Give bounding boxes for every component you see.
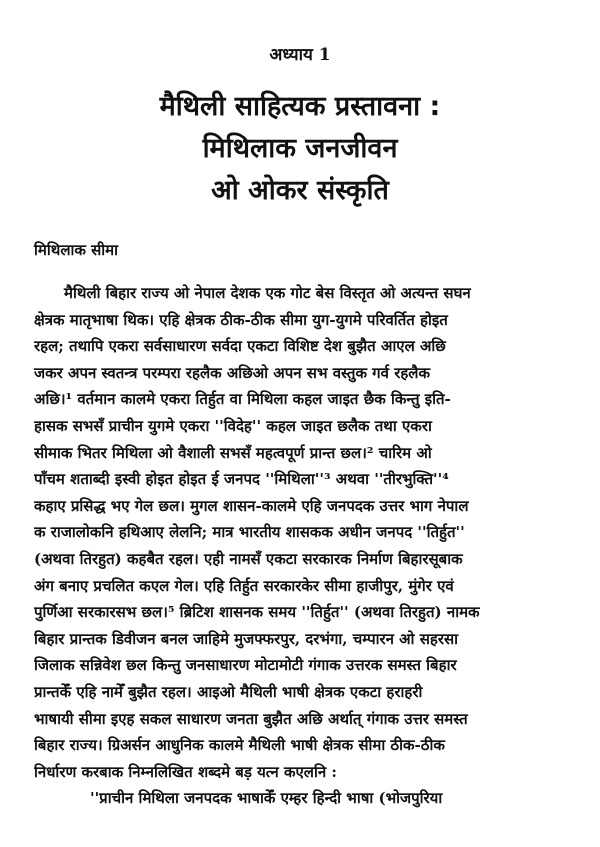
paragraph-line: प्रान्तकेँ एहि नामेँ बुझैत रहल। आइओ मैथिली भाषी क्षेत्रक एकटा हराहरी [34,682,423,701]
title-line: मिथिलाक जनजीवन [202,133,398,164]
body-paragraph [34,280,566,812]
paragraph-line: पुर्णिआ सरकारसभ छल।⁵ ब्रिटिश शासनक समय ''तिर्हुत'' (अथवा तिरहुत) नामक [34,603,480,622]
paragraph-line: क्षेत्रक मातृभाषा थिक। एहि क्षेत्रक ठीक-ठीक सीमा युग-युगमे परिवर्तित होइत [34,310,448,329]
paragraph-line: अछि।¹ वर्तमान कालमे एकरा तिर्हुत वा मिथिला कहल जाइत छैक किन्तु इति- [34,390,451,409]
paragraph-line: कहाए प्रसिद्ध भए गेल छल। मुगल शासन-कालमे एहि जनपदक उत्तर भाग नेपाल [34,496,469,515]
paragraph-line: हासक सभसँ प्राचीन युगमे एकरा ''विदेह'' कहल जाइत छलैक तथा एकरा [34,416,432,435]
paragraph-line: निर्धारण करबाक निम्नलिखित शब्दमे बड़ यत्न कएलनि : [34,762,337,781]
chapter-title [0,86,600,212]
paragraph-line: रहल; तथापि एकरा सर्वसाधारण सर्वदा एकटा विशिष्ट देश बुझैत आएल अछि [34,337,446,356]
paragraph-line: भाषायी सीमा इएह सकल साधारण जनता बुझैत अछि अर्थात् गंगाक उत्तर समस्त [34,709,468,728]
paragraph-line: मैथिली बिहार राज्य ओ नेपाल देशक एक गोट बेस विस्तृत ओ अत्यन्त सघन [64,284,471,302]
section-heading: मिथिलाक सीमा [34,241,119,259]
paragraph-line: क राजालोकनि हथिआए लेलनि; मात्र भारतीय शासकक अधीन जनपद ''तिर्हुत'' [34,523,465,542]
title-line: ओ ओकर संस्कृति [211,175,389,206]
quote-line: ''प्राचीन मिथिला जनपदक भाषाकेँ एम्हर हिन्दी भाषा (भोजपुरिया [90,789,443,808]
paragraph-line: बिहार राज्य। ग्रिअर्सन आधुनिक कालमे मैथिली भाषी क्षेत्रक सीमा ठीक-ठीक [34,736,445,755]
paragraph-line: पाँचम शताब्दी इस्वी होइत होइत ई जनपद ''मिथिला''³ अथवा ''तीरभुक्ति''⁴ [34,470,449,489]
paragraph-line: सीमाक भितर मिथिला ओ वैशाली सभसँ महत्वपूर्ण प्रान्त छल।² चारिम ओ [34,443,432,462]
chapter-label: अध्याय 1 [269,45,331,65]
paragraph-line: (अथवा तिरहुत) कहबैत रहल। एही नामसँ एकटा सरकारक निर्माण बिहारसूबाक [34,549,463,568]
paragraph-line: अंग बनाए प्रचलित कएल गेल। एहि तिर्हुत सरकारकेर सीमा हाजीपुर, मुंगेर एवं [34,576,454,595]
paragraph-line: बिहार प्रान्तक डिवीजन बनल जाहिमे मुजफ्फरपुर, दरभंगा, चम्पारन ओ सहरसा [34,629,458,648]
paragraph-line: जिलाक सन्निवेश छल किन्तु जनसाधारण मोटामोटी गंगाक उत्तरक समस्त बिहार [34,656,457,675]
paragraph-line: जकर अपन स्वतन्त्र परम्परा रहलैक अछिओ अपन सभ वस्तुक गर्व रहलैक [34,363,430,382]
title-line: मैथिली साहित्यक प्रस्तावना : [159,91,441,122]
